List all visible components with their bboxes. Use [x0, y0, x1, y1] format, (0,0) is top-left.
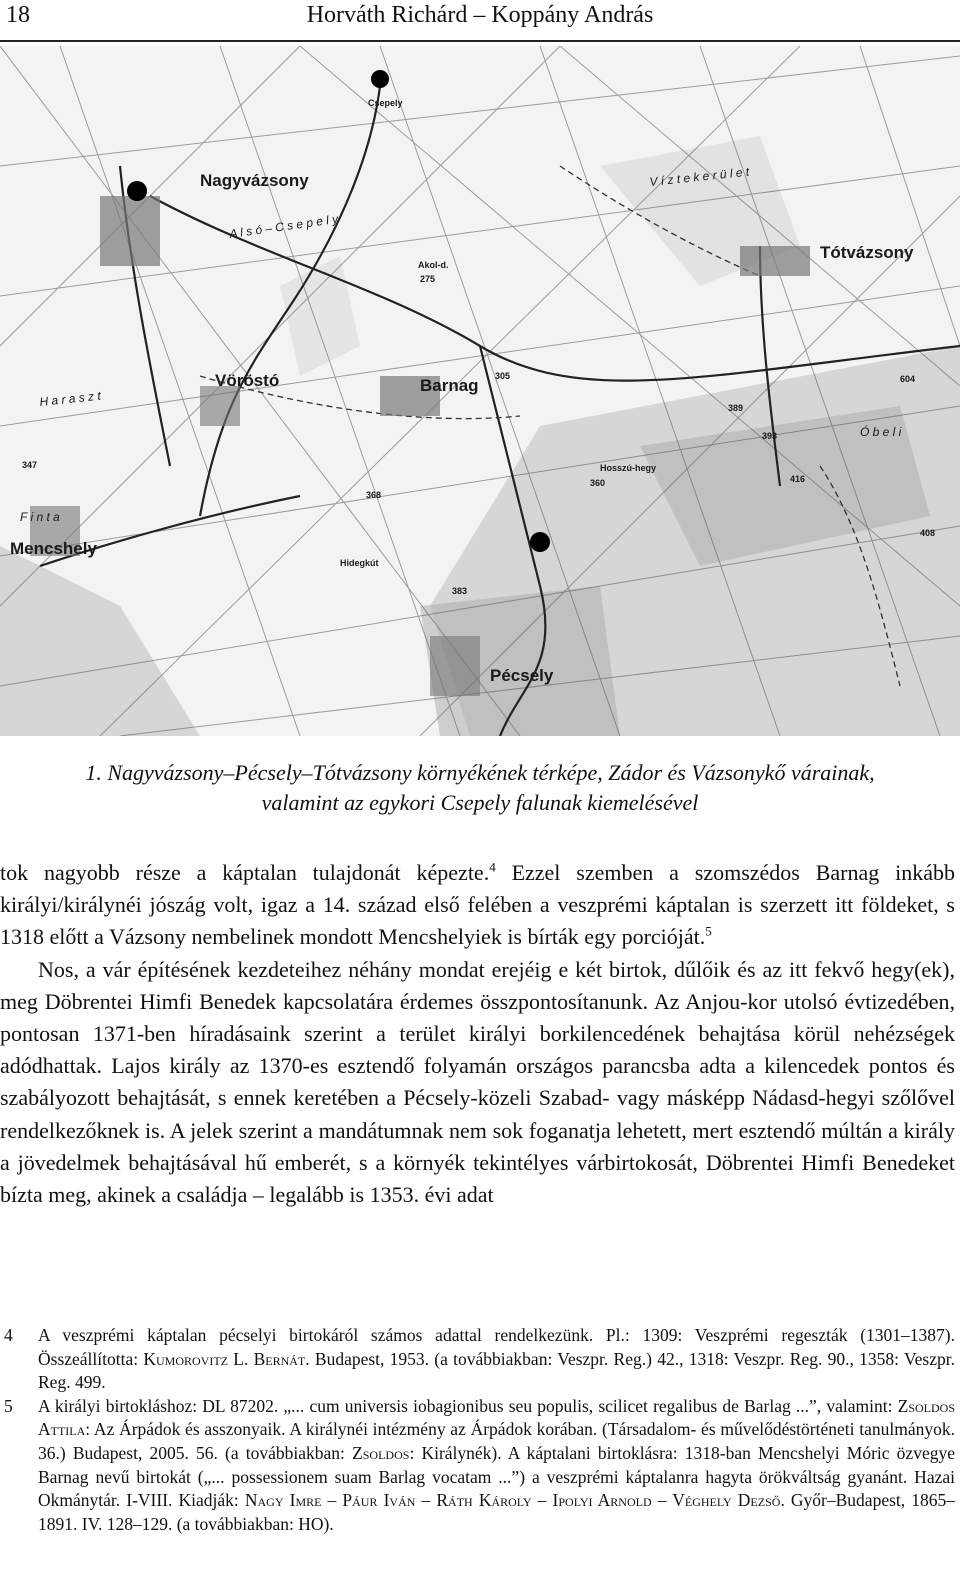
footnotes	[0, 1324, 955, 1536]
map-label-obeli: Ó b e l i	[860, 425, 902, 439]
topographic-map	[0, 46, 960, 736]
footnote-text: : Királynék). A káptalani birtoklásra: 1318-ban Mencshelyi Móric özvegye Barnag nevű birtokát („... possessionem suam Barlag vocatam ...”) a veszprémi káptalanra hagyta örökváltság gyanánt. Hazai Okmánytár. I-VIII. Kiadják:	[38, 1442, 955, 1511]
elevation-368: 368	[366, 490, 382, 500]
author-name: Kumorovitz L. Bernát	[143, 1348, 306, 1369]
footnote-text: A királyi birtokláshoz: DL 87202. „... cum universis iobagionibus seu populis, scilicet regalibus de Barlag ...”, valamint:	[38, 1395, 898, 1416]
elevation-275: 275	[420, 274, 436, 284]
elevation-604: 604	[900, 374, 916, 384]
map-label-mencshely: Mencshely	[10, 539, 97, 558]
footnote-text: A veszprémi káptalan pécselyi birtokáról számos adattal rendelkezünk. Pl.: 1309: Veszprémi regeszták (1301–1387). Összeállította:	[38, 1325, 955, 1369]
elevation-360: 360	[590, 478, 606, 488]
footnote-ref-5[interactable]: 5	[705, 924, 712, 940]
figure-caption-line-1: 1. Nagyvázsony–Pécsely–Tótvázsony környékének térképe, Zádor és Vázsonykő várainak,	[85, 760, 875, 785]
page-number: 18	[6, 2, 30, 28]
map-label-akol: Akol-d.	[418, 260, 449, 270]
map-drawing	[0, 46, 960, 736]
footnote-text: : Az Árpádok és asszonyaik. A királynéi intézmény az Árpádok korában. (Társadalom- és művelődéstörténeti tanulmányok. 36.) Budapest, 2005. 56. (a továbbiakban:	[38, 1419, 955, 1463]
header-rule	[0, 40, 960, 42]
page-header	[0, 0, 960, 46]
map-label-haraszt: H a r a s z t	[38, 388, 102, 409]
footnote-5	[0, 1395, 955, 1537]
paragraph-2: Nos, a vár építésének kezdeteihez néhány mondat erejéig e két birtok, dűlőik és az itt fekvő hegy(ek), meg Döbrentei Himfi Benedek kapcsolatára érdemes összpontosítanunk. Az Anjou-kor utolsó évtizedében, pontosan 1371-ben híradásaink szerint a terület királyi borkilencedének behajtása körül nehézségek adódhattak. Lajos király az 1370-es esztendő folyamán országos parancsba adta a kilencedek pontos és szabályozott behajtását, s ennek keretében a Pécsely-közeli Szabad- vagy másképp Nádasd-hegyi szőlővel rendelkezőknek is. A jelek szerint a mandátumnak nem sok foganatja lehetett, mert esztendő múltán a király a jövedelmek behajtásával hű emberét, s a környék tekintélyes várbirtokosát, Döbrentei Himfi Benedeket bízta meg, akinek a családja – legalább is 1353. évi adat	[0, 956, 955, 1208]
csepely-marker	[371, 70, 389, 88]
footnote-text: . Győr–Budapest, 1865–1891. IV. 128–129. (a továbbiakban: HO).	[38, 1490, 955, 1534]
footnote-number: 5	[4, 1395, 13, 1416]
footnote-ref-4[interactable]: 4	[489, 859, 496, 875]
map-label-pecsely: Pécsely	[490, 666, 554, 685]
author-name: Zsoldos Attila	[38, 1395, 955, 1440]
elevation-383: 383	[452, 586, 468, 596]
figure-caption-line-2: valamint az egykori Csepely falunak kiemelésével	[261, 790, 699, 815]
zador-marker	[530, 532, 550, 552]
paragraph-1-text-a: tok nagyobb része a káptalan tulajdonát képezte.	[0, 860, 490, 885]
footnote-text: . Budapest, 1953. (a továbbiakban: Veszpr. Reg.) 42., 1318: Veszpr. Reg. 90., 1358: Veszpr. Reg. 499.	[38, 1348, 955, 1393]
map-label-csepely: Csepely	[368, 98, 403, 108]
elevation-393: 393	[762, 431, 778, 441]
author-name: Zsoldos	[352, 1442, 410, 1463]
map-label-vorosto: Vöröstó	[215, 371, 280, 390]
map-label-hosszu-hegy: Hosszú-hegy	[600, 463, 657, 473]
editor-names: Nagy Imre – Páur Iván – Ráth Károly – Ipolyi Arnold – Véghely Dezső	[244, 1490, 781, 1511]
elevation-305: 305	[495, 371, 511, 381]
elevation-389: 389	[728, 403, 744, 413]
map-label-nagyvazsony: Nagyvázsony	[200, 171, 309, 190]
map-label-barnag: Barnag	[420, 376, 479, 395]
map-label-totvazsony: Tótvázsony	[820, 243, 914, 262]
map-label-viztekerulet: V í z t e k e r ü l e t	[648, 164, 750, 189]
footnote-number: 4	[4, 1325, 13, 1345]
running-head: Horváth Richárd – Koppány András	[306, 2, 654, 28]
elevation-347: 347	[22, 460, 38, 470]
paragraph-1-text-b: Ezzel szemben a szomszédos Barnag inkább királyi/királynéi jószág volt, igaz a 14. század első felében a veszprémi káptalan is szerzett itt földeket, s 1318 előtt a Vázsony nembelinek mondott Mencshelyiek is bírták egy porcióját.	[0, 860, 955, 950]
map-label-also-csepely: A l s ó – C s e p e l y	[228, 211, 339, 241]
vazsonyko-marker	[127, 181, 147, 201]
elevation-416: 416	[790, 474, 806, 484]
body-text	[0, 857, 955, 1211]
map-label-hidegkut: Hidegkút	[340, 558, 379, 568]
footnote-4	[0, 1324, 955, 1395]
elevation-408: 408	[920, 528, 936, 538]
map-label-finta: F i n t a	[20, 510, 60, 524]
paragraph-1	[0, 857, 955, 954]
